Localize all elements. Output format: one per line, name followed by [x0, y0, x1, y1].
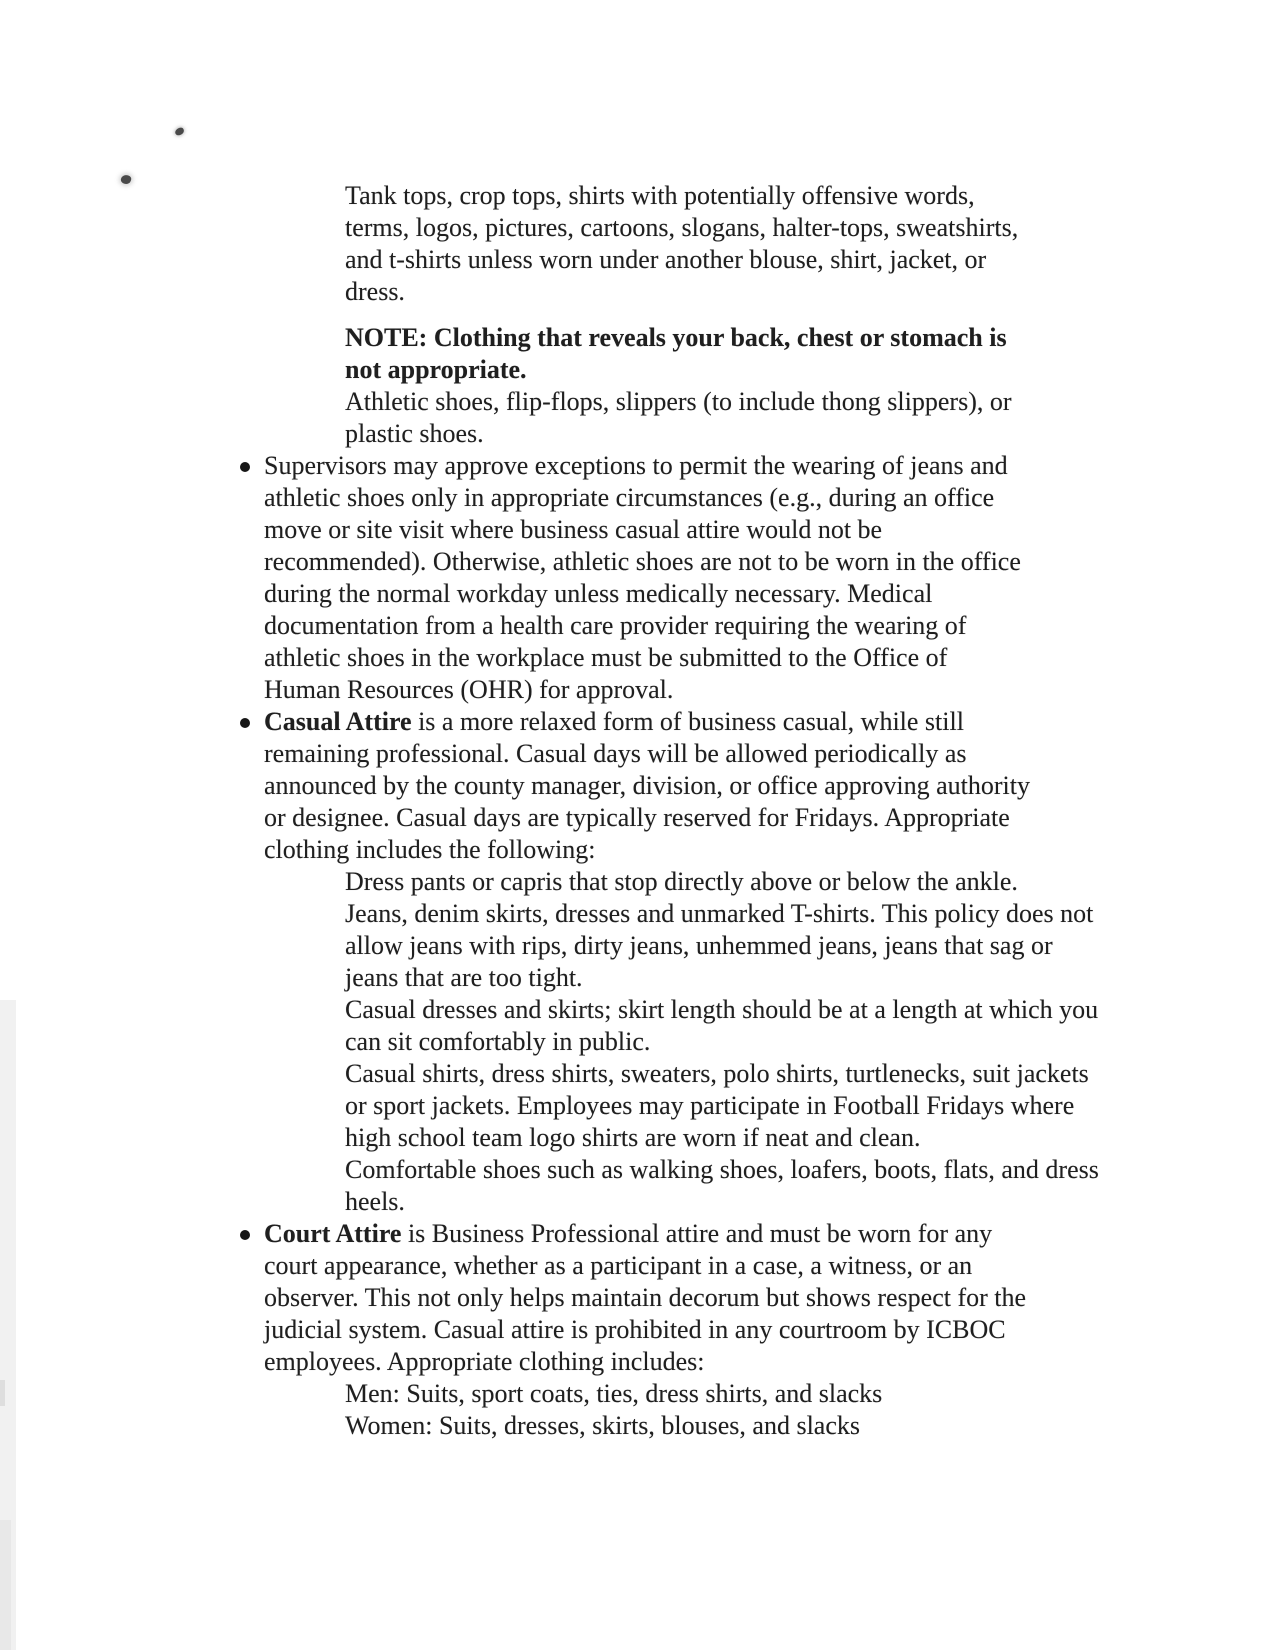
bullet-icon: [240, 706, 264, 738]
sub-item-jeans: Jeans, denim skirts, dresses and unmarked T-shirts. This policy does not allow jeans with rips, dirty jeans, unhemmed jeans, jeans that sag or jeans that are too tight.: [345, 899, 1094, 992]
prohibited-items-block: [345, 180, 1037, 450]
bullet-body: [264, 1218, 1040, 1442]
sub-item-women: Women: Suits, dresses, skirts, blouses, and slacks: [345, 1411, 860, 1440]
sub-item-casual-shirts: Casual shirts, dress shirts, sweaters, polo shirts, turtlenecks, suit jackets or sport jackets. Employees may participate in Football Fridays where high school team logo shirts are worn if neat and clean.: [345, 1059, 1089, 1152]
bullet-icon: [240, 450, 264, 482]
bullet-court-attire: [240, 1218, 1040, 1442]
note-paragraph: NOTE: Clothing that reveals your back, chest or stomach is not appropriate.: [345, 323, 1007, 384]
bullet-icon: [240, 1218, 264, 1250]
bullet-text: is Business Professional attire and must be worn for any court appearance, whether as a participant in a case, a witness, or an observer. This not only helps maintain decorum but shows respect for the judicial system. Casual attire is prohibited in any courtroom by ICBOC employees. Appropriate clothing includes:: [264, 1219, 1027, 1376]
paragraph-supervisor-exceptions: [264, 450, 1030, 706]
sub-item-comfortable-shoes: Comfortable shoes such as walking shoes, loafers, boots, flats, and dress heels.: [345, 1155, 1099, 1216]
scan-speck-artifact: [120, 174, 132, 185]
casual-attire-sub-list: [345, 866, 1099, 1218]
bullet-body: [264, 450, 1040, 706]
bullet-casual-attire: [240, 706, 1099, 1218]
sub-item-casual-dresses: Casual dresses and skirts; skirt length should be at a length at which you can sit comfortably in public.: [345, 995, 1099, 1056]
court-attire-sub-list: [345, 1378, 1037, 1442]
sub-item-men: Men: Suits, sport coats, ties, dress shirts, and slacks: [345, 1379, 883, 1408]
paragraph-casual-attire: [264, 706, 1030, 866]
bullet-body: [264, 706, 1099, 1218]
sub-item-dress-pants: Dress pants or capris that stop directly above or below the ankle.: [345, 867, 1018, 896]
bullet-lead: Casual Attire: [264, 707, 412, 736]
bullet-supervisor-exceptions: [240, 450, 1040, 706]
bullet-lead: Court Attire: [264, 1219, 402, 1248]
document-body: [240, 180, 1099, 1442]
scan-speck-artifact: [174, 127, 185, 137]
scan-edge-artifact: [0, 1380, 5, 1406]
paragraph-prohibited-shoes: Athletic shoes, flip-flops, slippers (to include thong slippers), or plastic shoes.: [345, 387, 1012, 448]
paragraph-court-attire: [264, 1218, 1030, 1378]
bullet-text: Supervisors may approve exceptions to permit the wearing of jeans and athletic shoes only in appropriate circumstances (e.g., during an office move or site visit where business casual attire would not be recommended). Otherwise, athletic shoes are not to be worn in the office during the normal workday unless medically necessary. Medical documentation from a health care provider requiring the wearing of athletic shoes in the workplace must be submitted to the Office of Human Resources (OHR) for approval.: [264, 451, 1021, 704]
paragraph-prohibited-tops: Tank tops, crop tops, shirts with potentially offensive words, terms, logos, pictures, cartoons, slogans, halter-tops, sweatshirts, and t-shirts unless worn under another blouse, shirt, jacket, or dress.: [345, 181, 1019, 306]
bullet-text: is a more relaxed form of business casual, while still remaining professional. Casual days will be allowed periodically as announced by the county manager, division, or office approving authority or designee. Casual days are typically reserved for Fridays. Appropriate clothing includes the following:: [264, 707, 1030, 864]
scan-edge-artifact: [0, 1520, 11, 1650]
